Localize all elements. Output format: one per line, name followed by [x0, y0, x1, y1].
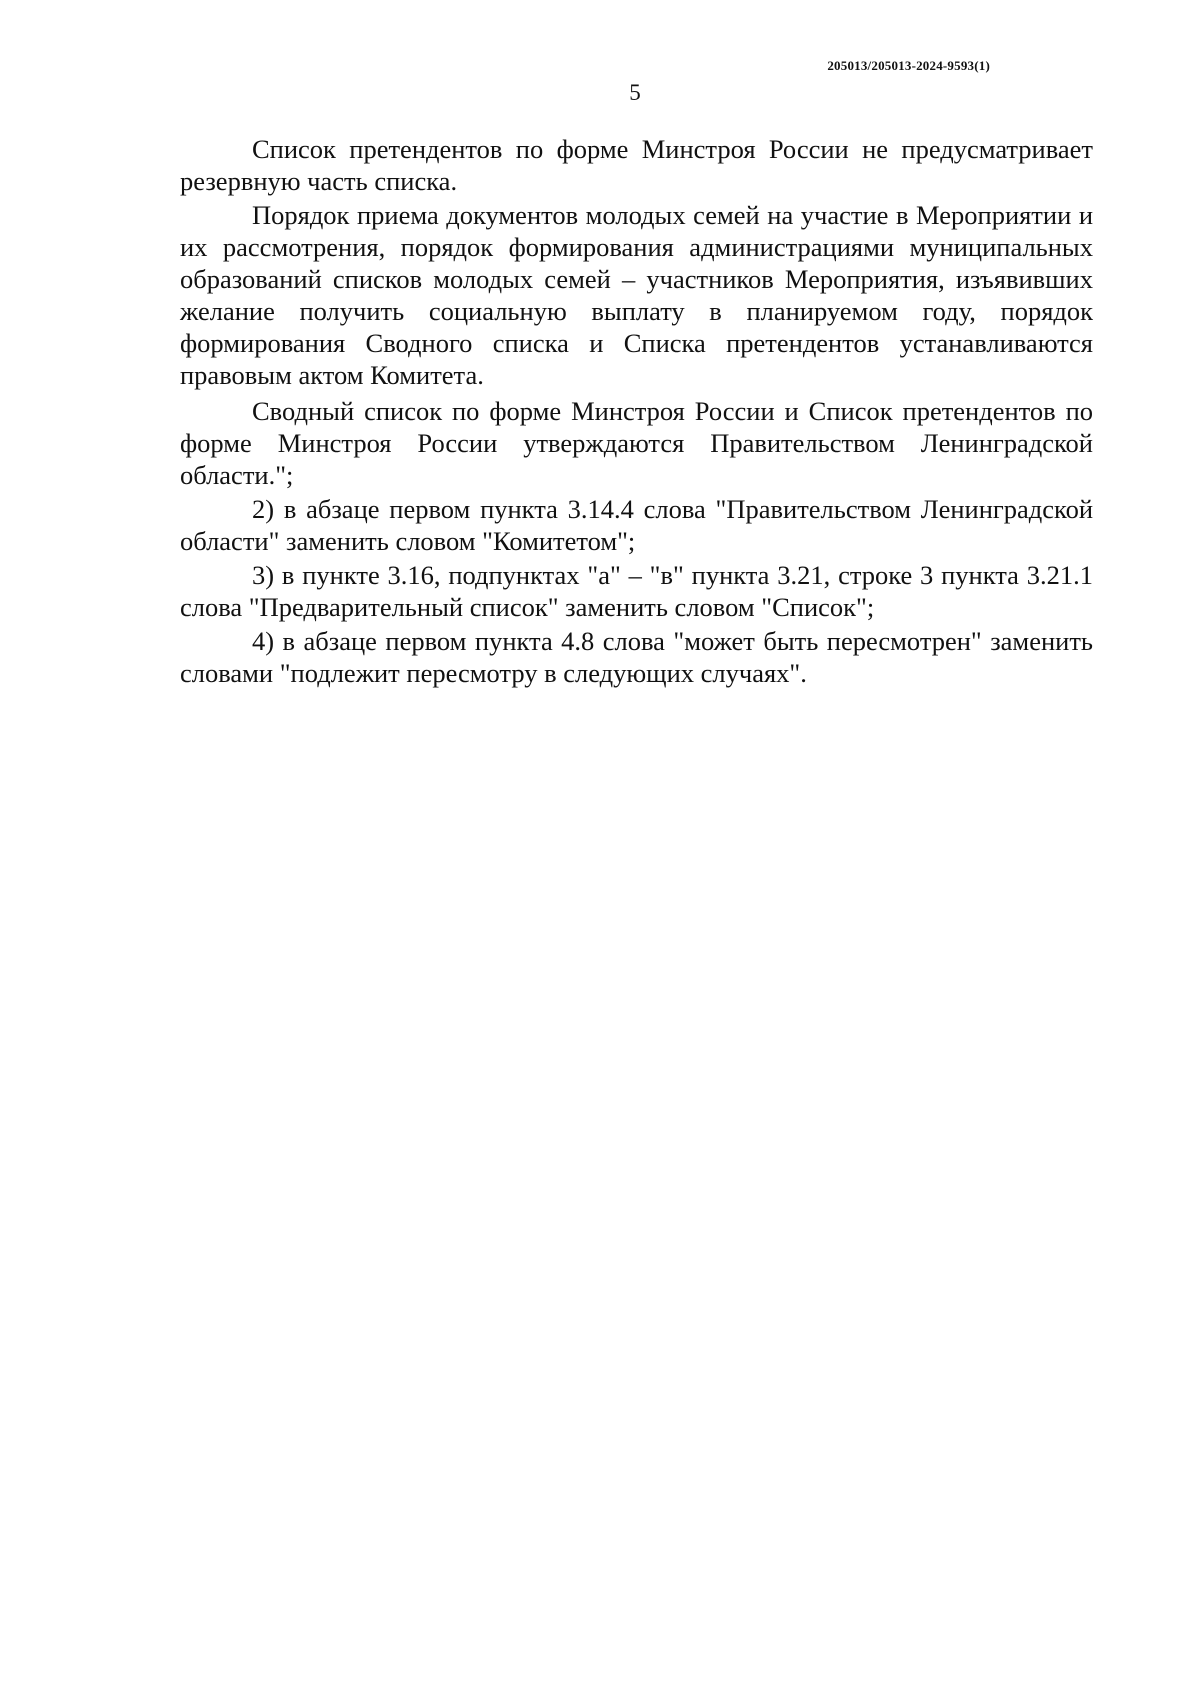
paragraph-2: Порядок приема документов молодых семей на участие в Мероприятии и их рассмотрения, порядок формирования администрациями муниципальных образований списков молодых семей – участников Мероприятия, изъявивших желание получить социальную выплату в планируемом году, порядок формирования Сводного списка и Списка претендентов устанавливаются правовым актом Комитета.	[180, 200, 1093, 390]
page-number: 5	[629, 80, 641, 105]
paragraph-5: 3) в пункте 3.16, подпунктах "а" – "в" пункта 3.21, строке 3 пункта 3.21.1 слова "Предварительный список" заменить словом "Список";	[180, 560, 1093, 622]
document-number: 205013/205013-2024-9593(1)	[827, 58, 990, 73]
paragraph-6: 4) в абзаце первом пункта 4.8 слова "может быть пересмотрен" заменить словами "подлежит пересмотру в следующих случаях".	[180, 626, 1093, 688]
paragraph-3: Сводный список по форме Минстроя России и Список претендентов по форме Минстроя России утверждаются Правительством Ленинградской области.";	[180, 396, 1093, 490]
paragraph-1: Список претендентов по форме Минстроя России не предусматривает резервную часть списка.	[180, 134, 1093, 196]
paragraph-4: 2) в абзаце первом пункта 3.14.4 слова "Правительством Ленинградской области" заменить словом "Комитетом";	[180, 494, 1093, 556]
document-body	[180, 133, 1093, 689]
